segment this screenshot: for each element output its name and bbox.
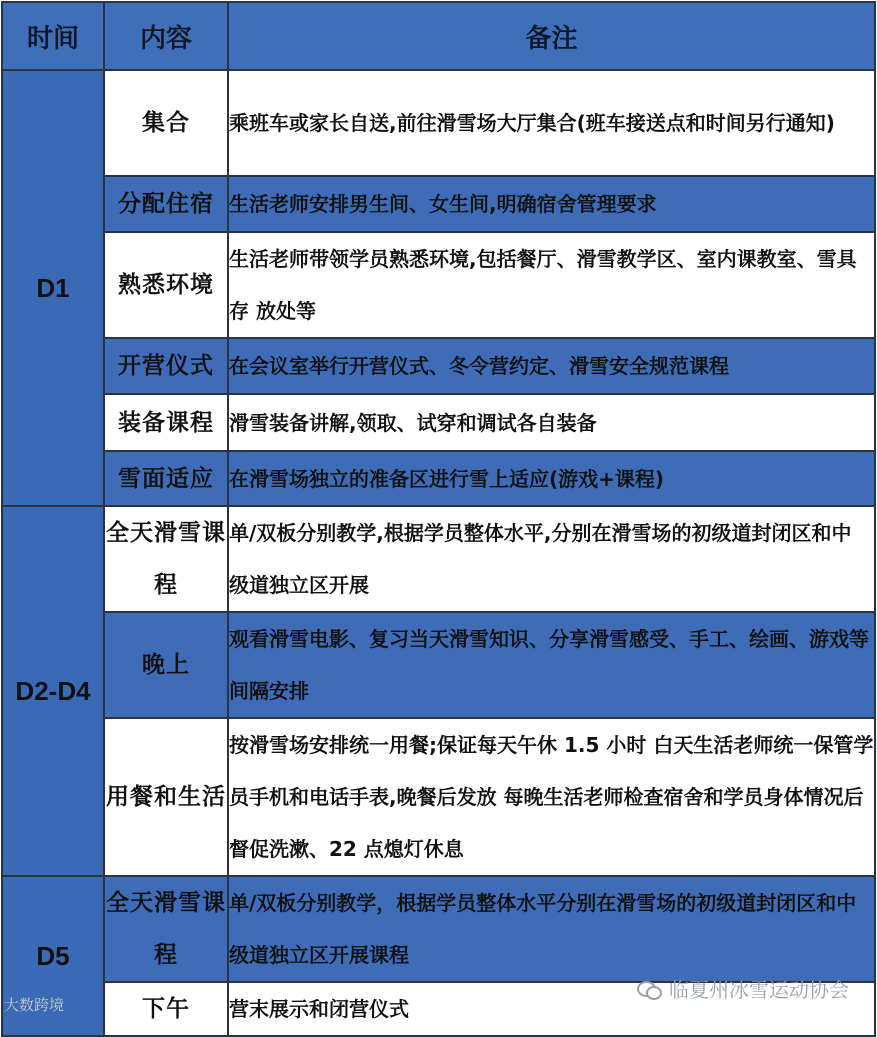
time-cell-d5: D5	[2, 876, 104, 1036]
watermark-left-text: 大数跨境	[4, 996, 65, 1014]
note-cell: 滑雪装备讲解,领取、试穿和调试各自装备	[228, 394, 875, 451]
header-time: 时间	[2, 2, 104, 70]
content-cell: 分配住宿	[104, 176, 228, 232]
table-row	[2, 876, 875, 982]
table-row	[2, 70, 875, 176]
content-cell: 用餐和生活	[104, 718, 228, 876]
content-cell: 开营仪式	[104, 338, 228, 394]
header-note: 备注	[228, 2, 875, 70]
time-cell-d2-d4: D2-D4	[2, 506, 104, 876]
content-cell: 集合	[104, 70, 228, 176]
table-row	[2, 451, 875, 506]
note-cell: 生活老师带领学员熟悉环境,包括餐厅、滑雪教学区、室内课教室、雪具存 放处等	[228, 232, 875, 338]
content-cell: 全天滑雪课程	[104, 876, 228, 982]
wechat-icon	[637, 979, 661, 999]
table-row	[2, 232, 875, 338]
table-row	[2, 338, 875, 394]
note-cell: 按滑雪场安排统一用餐;保证每天午休 1.5 小时 白天生活老师统一保管学员手机和电话手表,晚餐后发放 每晚生活老师检查宿舍和学员身体情况后督促洗漱、22 点熄灯休息	[228, 718, 875, 876]
table-row	[2, 506, 875, 612]
schedule-table	[1, 1, 876, 1037]
header-content: 内容	[104, 2, 228, 70]
note-cell: 生活老师安排男生间、女生间,明确宿舍管理要求	[228, 176, 875, 232]
watermark-left	[4, 994, 64, 1015]
content-cell: 熟悉环境	[104, 232, 228, 338]
note-cell: 在滑雪场独立的准备区进行雪上适应(游戏+课程)	[228, 451, 875, 506]
table-row	[2, 176, 875, 232]
table-row	[2, 394, 875, 451]
content-cell: 装备课程	[104, 394, 228, 451]
time-cell-d1: D1	[2, 70, 104, 506]
table-row	[2, 612, 875, 718]
note-cell: 观看滑雪电影、复习当天滑雪知识、分享滑雪感受、手工、绘画、游戏等间隔安排	[228, 612, 875, 718]
note-cell: 单/双板分别教学,根据学员整体水平,分别在滑雪场的初级道封闭区和中 级道独立区开展	[228, 506, 875, 612]
header-row	[2, 2, 875, 70]
note-cell: 单/双板分别教学，根据学员整体水平分别在滑雪场的初级道封闭区和中级道独立区开展课程	[228, 876, 875, 982]
content-cell: 晚上	[104, 612, 228, 718]
note-cell: 在会议室举行开营仪式、冬令营约定、滑雪安全规范课程	[228, 338, 875, 394]
watermark-right	[637, 974, 849, 1003]
note-cell: 营末展示和闭营仪式	[228, 982, 875, 1036]
note-cell: 乘班车或家长自送,前往滑雪场大厅集合(班车接送点和时间另行通知)	[228, 70, 875, 176]
content-cell: 下午	[104, 982, 228, 1036]
table-row	[2, 718, 875, 876]
watermark-right-text: 临夏州冰雪运动协会	[669, 978, 849, 1002]
content-cell: 全天滑雪课程	[104, 506, 228, 612]
content-cell: 雪面适应	[104, 451, 228, 506]
